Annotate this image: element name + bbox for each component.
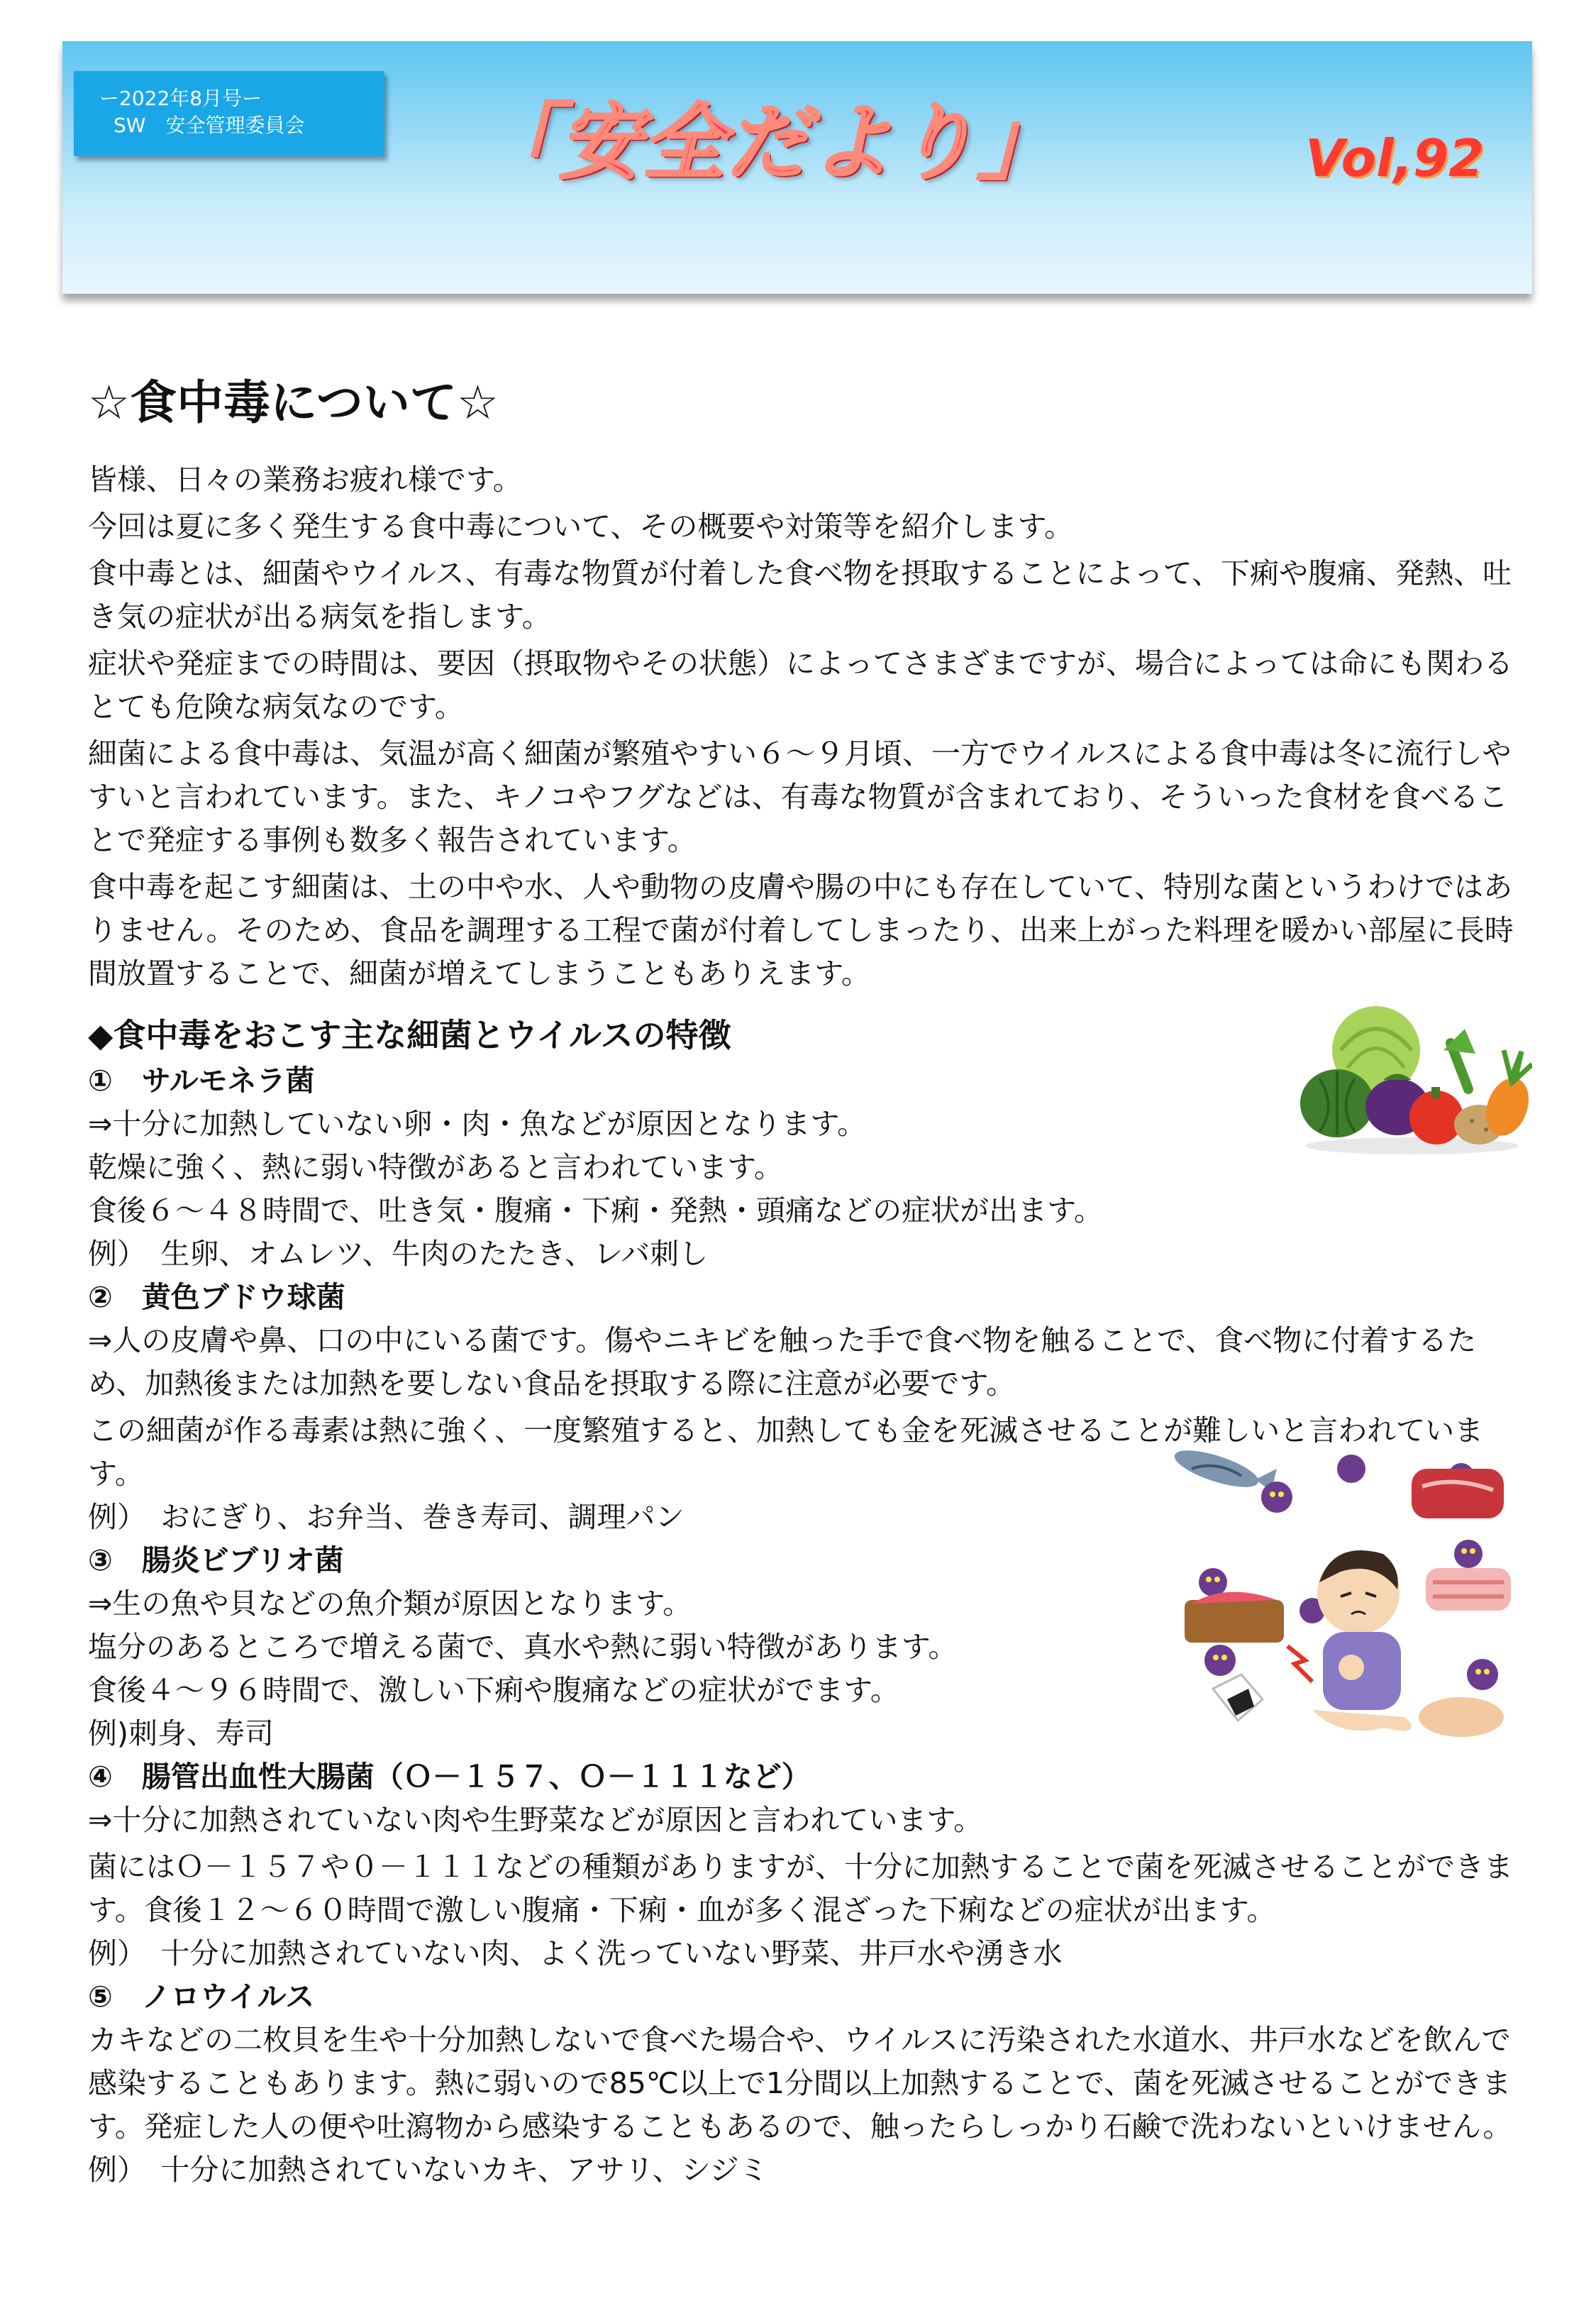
item-line: ⇒人の皮膚や鼻、口の中にいる菌です。傷やニキビを触った手で食べ物を触ることで、食べ物に付着するため、加熱後または加熱を要しない食品を摂取する際に注意が必要です。 [88,1323,1477,1401]
item-line: 例） おにぎり、お弁当、巻き寿司、調理パン [88,1500,685,1534]
paragraph: 皆様、日々の業務お疲れ様です。 [88,463,522,497]
item-line: 例） 十分に加熱されていないカキ、アサリ、シジミ [88,2153,768,2187]
item-line: 例） 十分に加熱されていない肉、よく洗っていない野菜、井戸水や湧き水 [88,1936,1063,1970]
paragraph: 食中毒とは、細菌やウイルス、有毒な物質が付着した食べ物を摂取することによって、下痢や腹痛、発熱、吐き気の症状が出る病気を指します。 [88,556,1512,634]
item-vibrio [88,1539,1152,1755]
item-line: カキなどの二枚貝を生や十分加熱しないで食べた場合や、ウイルスに汚染された水道水、井戸水などを飲んで感染することもあります。熱に弱いので85℃以上で1分間以上加熱することで、菌を死滅させることができます。発症した人の便や吐瀉物から感染することもあるので、触ったらしっかり石鹸で洗わないといけません。 [88,2023,1512,2144]
paragraph: 細菌による食中毒は、気温が高く細菌が繁殖やすい６～９月頃、一方でウイルスによる食中毒は冬に流行しやすいと言われています。また、キノコやフグなどは、有毒な物質が含まれており、そういった食材を食べることで発症する事例も数多く報告されています。 [88,737,1512,857]
item-salmonella [88,1059,1294,1276]
item-line: ⇒生の魚や貝などの魚介類が原因となります。 [88,1587,692,1621]
item-line: 乾燥に強く、熱に弱い特徴があると言われています。 [88,1150,783,1184]
item-title: ⑤ ノロウイルス [88,1980,315,2014]
item-line: ⇒十分に加熱していない卵・肉・魚などが原因となります。 [88,1107,867,1141]
item-line: 塩分のあるところで増える菌で、真水や熱に弱い特徴があります。 [88,1630,958,1664]
item-ehec [88,1755,1521,1975]
item-title: ② 黄色ブドウ球菌 [88,1280,345,1314]
item-line: 例)刺身、寿司 [88,1716,274,1750]
item-line: 食後６～４８時間で、吐き気・腹痛・下痢・発熱・頭痛などの症状が出ます。 [88,1193,1103,1228]
article-body [88,369,1521,2192]
paragraph: 症状や発症までの時間は、要因（摂取物やその状態）によってさまざまですが、場合によっては命にも関わるとても危険な病気なのです。 [88,646,1513,724]
item-line: この細菌が作る毒素は熱に強く、一度繁殖すると、加熱しても金を死滅させることが難しいと言われています。 [88,1413,1484,1491]
article-heading: ☆食中毒について☆ [88,375,499,430]
item-title: ③ 腸炎ビブリオ菌 [88,1543,344,1577]
volume-number: Vol,92 [1305,128,1485,188]
paragraph: 食中毒を起こす細菌は、土の中や水、人や動物の皮膚や腸の中にも存在していて、特別な菌というわけではありません。そのため、食品を調理する工程で菌が付着してしまったり、出来上がった料理を暖かい部屋に長時間放置することで、細菌が増えてしまうこともありえます。 [88,870,1514,991]
committee-name: SW 安全管理委員会 [113,114,305,137]
issue-date: ー2022年8月号ー [99,87,262,110]
item-line: ⇒十分に加熱されていない肉や生野菜などが原因と言われています。 [88,1803,983,1837]
item-title: ① サルモネラ菌 [88,1064,315,1098]
issue-info-box [74,71,384,156]
section-heading: ◆食中毒をおこす主な細菌とウイルスの特徴 [88,1016,731,1054]
item-line: 例） 生卵、オムレツ、牛肉のたたき、レバ刺し [88,1237,709,1271]
newsletter-title: 「安全だより」 [475,95,1061,191]
item-title: ④ 腸管出血性大腸菌（Ｏ－１５７、Ｏ－１１１など） [88,1760,811,1794]
item-norovirus [88,1975,1521,2192]
item-staphylococcus [88,1276,1521,1539]
paragraph: 今回は夏に多く発生する食中毒について、その概要や対策等を紹介します。 [88,509,1074,544]
item-line: 菌にはＯ－１５７や０－１１１などの種類がありますが、十分に加熱することで菌を死滅させることができます。食後１２～６０時間で激しい腹痛・下痢・血が多く混ざった下痢などの症状が出ます。 [88,1850,1513,1927]
item-line: 食後４～９６時間で、激しい下痢や腹痛などの症状がでます。 [88,1673,899,1707]
